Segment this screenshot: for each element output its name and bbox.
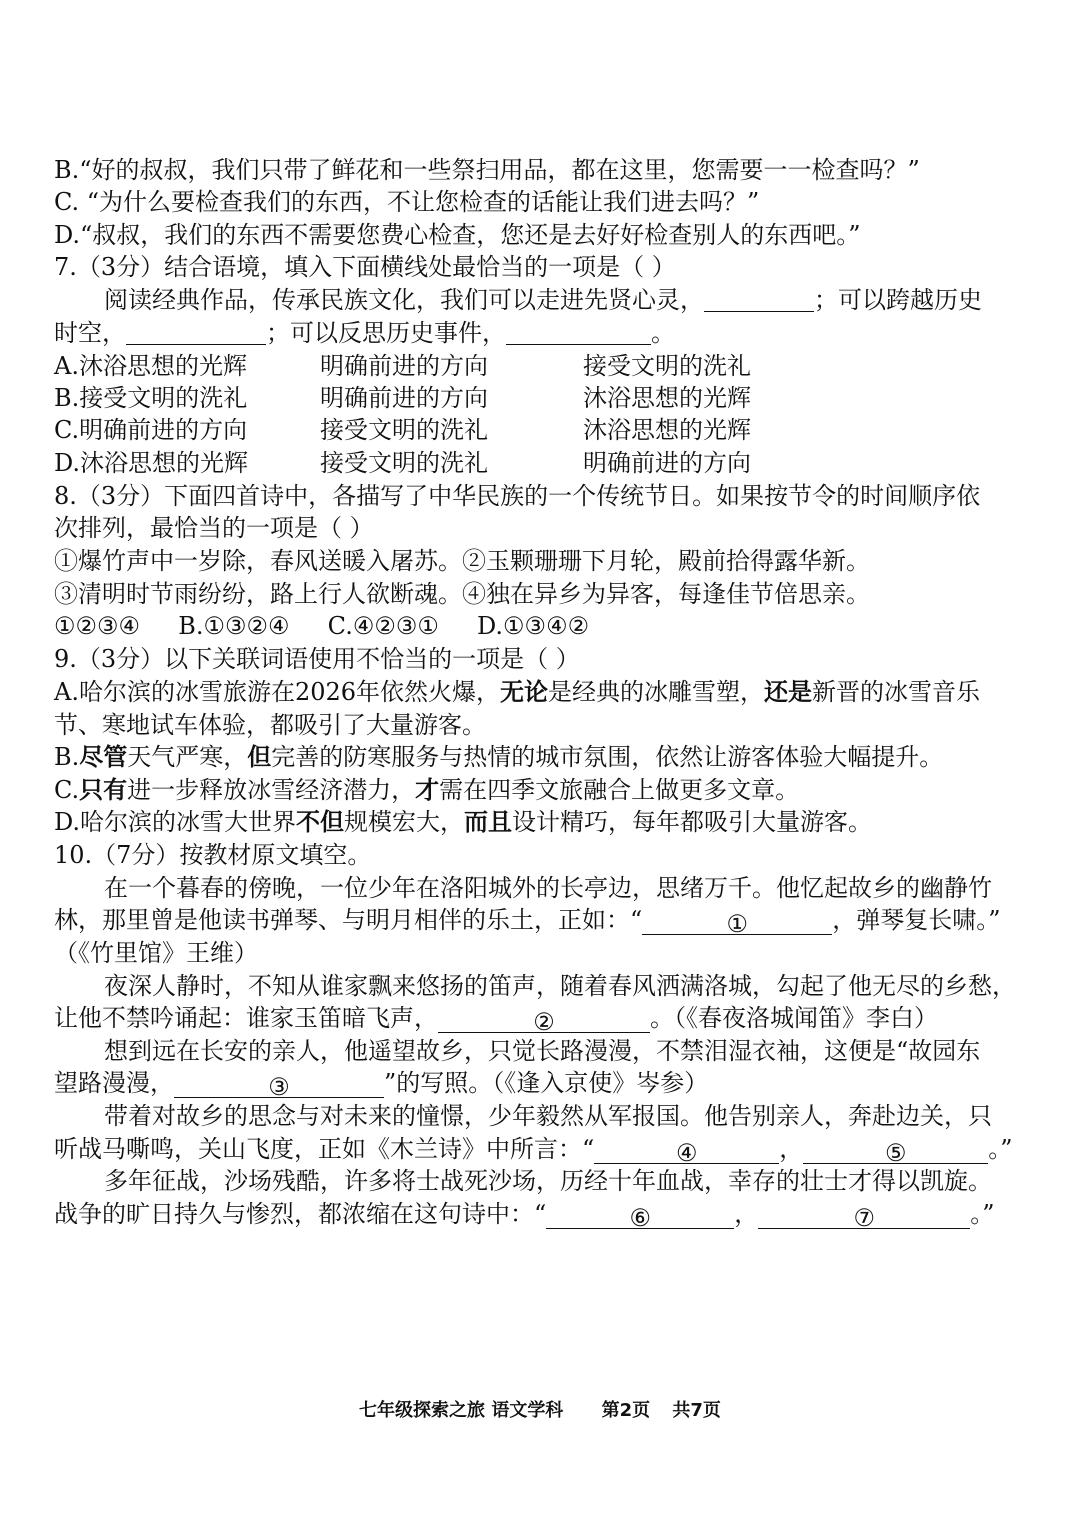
q10-text: 。（《春夜洛城闻笛》李白） bbox=[650, 1004, 938, 1032]
q7-option-b bbox=[54, 382, 954, 414]
q10-text: 林，那里曾是他读书弹琴、与明月相伴的乐土，正如：“ bbox=[54, 906, 643, 934]
q9-text: 规模宏大， bbox=[344, 808, 465, 836]
conjunction-keyword: 只有 bbox=[79, 775, 128, 804]
q9-option-a-line2: 节、寒地试车体验，都吸引了大量游客。 bbox=[54, 711, 486, 739]
conjunction-keyword: 还是 bbox=[764, 677, 813, 706]
answer-blank[interactable]: ④ bbox=[594, 1139, 779, 1164]
q7-stem: 7.（3分）结合语境，填入下面横线处最恰当的一项是（ ） bbox=[54, 253, 676, 281]
q9-option-b bbox=[54, 741, 943, 773]
option-col3: 明确前进的方向 bbox=[583, 449, 751, 477]
answer-blank[interactable]: ③ bbox=[174, 1073, 384, 1098]
answer-blank[interactable]: ① bbox=[642, 910, 832, 935]
answer-blank[interactable] bbox=[126, 320, 266, 345]
option-col2: 接受文明的洗礼 bbox=[320, 449, 488, 477]
q10-p4-line1: 带着对故乡的思念与对未来的憧憬，少年毅然从军报国。他告别亲人，奔赴边关，只 bbox=[104, 1102, 992, 1130]
q10-p5-line2 bbox=[54, 1198, 995, 1230]
q8-stem-line2: 次排列，最恰当的一项是（ ） bbox=[54, 514, 374, 542]
option-col2: 接受文明的洗礼 bbox=[320, 416, 488, 444]
option-col1: D.沐浴思想的光辉 bbox=[54, 449, 249, 477]
answer-blank[interactable] bbox=[704, 287, 814, 312]
q10-p1-source: （《竹里馆》王维） bbox=[54, 939, 258, 967]
q9-stem: 9.（3分）以下关联词语使用不恰当的一项是（ ） bbox=[54, 645, 580, 673]
q6-option-c: C. “为什么要检查我们的东西，不让您检查的话能让我们进去吗？” bbox=[54, 188, 760, 216]
q10-p2-line1: 夜深人静时，不知从谁家飘来悠扬的笛声，随着春风洒满洛城，勾起了他无尽的乡愁， bbox=[104, 972, 1016, 1000]
q9-text: 需在四季文旅融合上做更多文章。 bbox=[439, 776, 800, 804]
q10-text: 。” bbox=[970, 1200, 995, 1228]
q9-text: D.哈尔滨的冰雪大世界 bbox=[54, 808, 297, 836]
q10-text: ”的写照。（《逢入京使》岑参） bbox=[384, 1069, 709, 1097]
q6-option-b: B.“好的叔叔，我们只带了鲜花和一些祭扫用品，都在这里，您需要一一检查吗？” bbox=[54, 156, 920, 184]
q7-passage-text: 。 bbox=[651, 319, 675, 347]
conjunction-keyword: 不但 bbox=[296, 807, 345, 836]
option-col1: B.接受文明的洗礼 bbox=[54, 384, 248, 412]
q10-p2-line2 bbox=[54, 1002, 938, 1034]
q7-option-d bbox=[54, 447, 954, 479]
q7-passage-text: 阅读经典作品，传承民族文化，我们可以走进先贤心灵， bbox=[104, 286, 704, 314]
q10-text: 战争的旷日持久与惨烈，都浓缩在这句诗中：“ bbox=[54, 1200, 547, 1228]
option-col3: 接受文明的洗礼 bbox=[583, 352, 751, 380]
q7-passage-line2 bbox=[54, 317, 675, 349]
q9-option-c bbox=[54, 774, 799, 806]
q10-text: ，弹琴复长啸。” bbox=[832, 906, 1001, 934]
q10-p1-line2 bbox=[54, 904, 1001, 936]
answer-blank[interactable]: ⑤ bbox=[803, 1139, 988, 1164]
q10-text: ， bbox=[734, 1200, 759, 1228]
q7-passage-text: 时空， bbox=[54, 319, 126, 347]
page-footer bbox=[0, 1396, 1080, 1422]
q10-p3-line1: 想到远在长安的亲人，他遥望故乡，只觉长路漫漫，不禁泪湿衣袖，这便是“故园东 bbox=[104, 1037, 981, 1065]
q9-text: 完善的防寒服务与热情的城市氛围，依然让游客体验大幅提升。 bbox=[271, 743, 944, 771]
q9-option-d bbox=[54, 806, 872, 838]
answer-blank[interactable] bbox=[506, 320, 651, 345]
answer-blank[interactable]: ⑦ bbox=[758, 1204, 970, 1229]
conjunction-keyword: 而且 bbox=[464, 807, 513, 836]
option-col1: A.沐浴思想的光辉 bbox=[54, 352, 247, 380]
q10-stem: 10.（7分）按教材原文填空。 bbox=[54, 841, 372, 869]
answer-blank[interactable]: ⑥ bbox=[546, 1204, 734, 1229]
q9-text: 天气严寒， bbox=[127, 743, 248, 771]
q9-option-a-line1 bbox=[54, 676, 980, 708]
q7-passage-text: ；可以反思历史事件， bbox=[266, 319, 506, 347]
q8-poems-line2: ③清明时节雨纷纷，路上行人欲断魂。④独在异乡为异客，每逢佳节倍思亲。 bbox=[54, 580, 870, 608]
q7-passage-line1 bbox=[104, 284, 982, 316]
q9-text: C. bbox=[54, 776, 80, 804]
q8-options: ①②③④ B.①③②④ C.④②③① D.①③④② bbox=[54, 612, 590, 640]
footer-page-number: 第2页 bbox=[601, 1400, 651, 1421]
q9-text: 是经典的冰雕雪塑， bbox=[548, 678, 765, 706]
q9-text: 新晋的冰雪音乐 bbox=[812, 678, 981, 706]
q10-p3-line2 bbox=[54, 1067, 708, 1099]
q7-passage-text: ；可以跨越历史 bbox=[814, 286, 982, 314]
q9-text: 进一步释放冰雪经济潜力， bbox=[127, 776, 416, 804]
conjunction-keyword: 尽管 bbox=[79, 742, 128, 771]
conjunction-keyword: 但 bbox=[247, 742, 272, 771]
q9-text: 设计精巧，每年都吸引大量游客。 bbox=[512, 808, 873, 836]
q9-text: A.哈尔滨的冰雪旅游在2026年依然火爆， bbox=[54, 678, 501, 706]
footer-total-pages: 共7页 bbox=[672, 1400, 721, 1421]
q10-text: 听战马嘶鸣，关山飞度，正如《木兰诗》中所言：“ bbox=[54, 1135, 595, 1163]
footer-title: 七年级探索之旅 语文学科 bbox=[359, 1400, 564, 1421]
q9-text: B. bbox=[54, 743, 80, 771]
option-col3: 沐浴思想的光辉 bbox=[583, 384, 751, 412]
option-col1: C.明确前进的方向 bbox=[54, 416, 248, 444]
q10-text: 让他不禁吟诵起：谁家玉笛暗飞声， bbox=[54, 1004, 438, 1032]
q6-option-d: D.“叔叔，我们的东西不需要您费心检查，您还是去好好检查别人的东西吧。” bbox=[54, 221, 861, 249]
q8-stem-line1: 8.（3分）下面四首诗中，各描写了中华民族的一个传统节日。如果按节令的时间顺序依 bbox=[54, 482, 981, 510]
conjunction-keyword: 才 bbox=[415, 775, 440, 804]
q10-text: 望路漫漫， bbox=[54, 1069, 174, 1097]
q10-p5-line1: 多年征战，沙场残酷，许多将士战死沙场，历经十年血战，幸存的壮士才得以凯旋。 bbox=[104, 1167, 992, 1195]
q7-option-c bbox=[54, 414, 954, 446]
q10-text: ， bbox=[779, 1135, 804, 1163]
conjunction-keyword: 无论 bbox=[500, 677, 549, 706]
option-col2: 明确前进的方向 bbox=[320, 352, 488, 380]
answer-blank[interactable]: ② bbox=[438, 1008, 650, 1033]
q10-p4-line2 bbox=[54, 1133, 1013, 1165]
q10-text: 。” bbox=[988, 1135, 1013, 1163]
option-col3: 沐浴思想的光辉 bbox=[583, 416, 751, 444]
q7-option-a bbox=[54, 350, 954, 382]
q8-poems-line1: ①爆竹声中一岁除，春风送暖入屠苏。②玉颗珊珊下月轮，殿前拾得露华新。 bbox=[54, 547, 870, 575]
option-col2: 明确前进的方向 bbox=[320, 384, 488, 412]
q10-p1-line1: 在一个暮春的傍晚，一位少年在洛阳城外的长亭边，思绪万千。他忆起故乡的幽静竹 bbox=[104, 874, 992, 902]
